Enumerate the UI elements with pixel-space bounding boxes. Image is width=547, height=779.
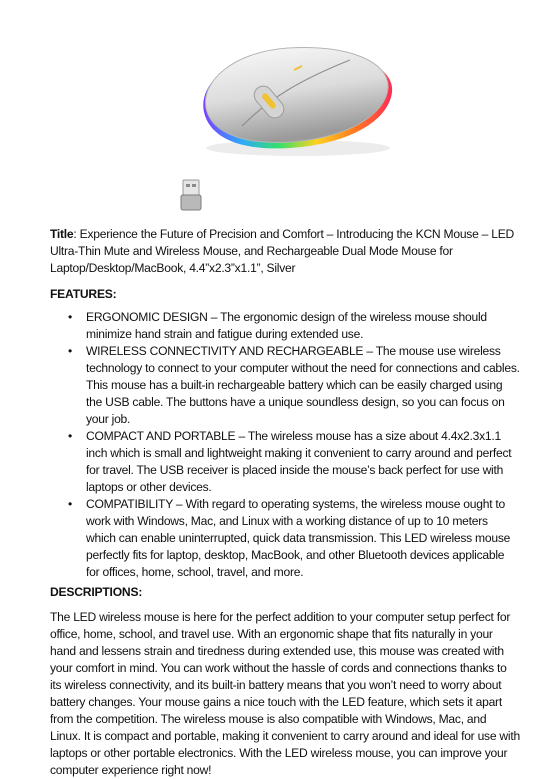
usb-receiver-image [178,178,204,212]
title-label: Title [50,227,74,241]
bullet-icon: • [68,344,72,358]
bullet-icon: • [68,429,72,443]
descriptions-heading: DESCRIPTIONS: [50,585,143,599]
features-heading: FEATURES: [50,287,117,301]
feature-item-compatibility: • COMPATIBILITY – With regard to operating systems, the wireless mouse ought to work with Windows, Mac, and Linux with a working distance of up to 10 meters which can enable uninterrupted, quick data transmission. This LED wireless mouse perfectly fits for laptop, desktop, MacBook, and other Bluetooth devices applicable for offices, home, school, travel, and more. [68,497,511,579]
bullet-icon: • [68,310,72,324]
document-body [50,226,520,779]
feature-item-wireless: • WIRELESS CONNECTIVITY AND RECHARGEABLE – The mouse use wireless technology to connect to your computer without the need for connections and cables. This mouse has a built-in rechargeable battery which can be easily charged using the USB cable. The buttons have a unique soundless design, so you can focus on your job. [68,344,520,426]
feature-item-ergonomic: • ERGONOMIC DESIGN – The ergonomic design of the wireless mouse should minimize hand strain and fatigue during extended use. [68,310,487,341]
wireless-mouse-image [190,40,405,160]
title-text: : Experience the Future of Precision and Comfort – Introducing the KCN Mouse – LED Ultra-Thin Mute and Wireless Mouse, and Rechargeable Dual Mode Mouse for Laptop/Desktop/MacBook, 4.4”x2.3”x1.1”, Silver [50,227,515,275]
bullet-icon: • [68,497,72,511]
descriptions-text: The LED wireless mouse is here for the perfect addition to your computer setup perfect for office, home, school, and travel use. With an ergonomic shape that fits naturally in your hand and lessens strain and tiredness during extended use, this mouse was created with your comfort in mind. You can work without the hassle of cords and connections thanks to its wireless connectivity, and its built-in battery means that you won’t need to worry about battery changes. Your mouse gains a nice touch with the LED feature, which sets it apart from the competition. The wireless mouse is also compatible with Windows, Mac, and Linux. It is compact and portable, making it convenient to carry around and ideal for use with laptops or other portable electronics. With the LED wireless mouse, you can improve your computer experience right now! [50,610,520,777]
feature-item-compact: • COMPACT AND PORTABLE – The wireless mouse has a size about 4.4x2.3x1.1 inch which is small and lightweight making it convenient to carry around and perfect for travel. The USB receiver is placed inside the mouse’s back perfect for use with laptops or other devices. [68,429,512,494]
product-title [50,226,520,277]
features-list [50,309,520,581]
